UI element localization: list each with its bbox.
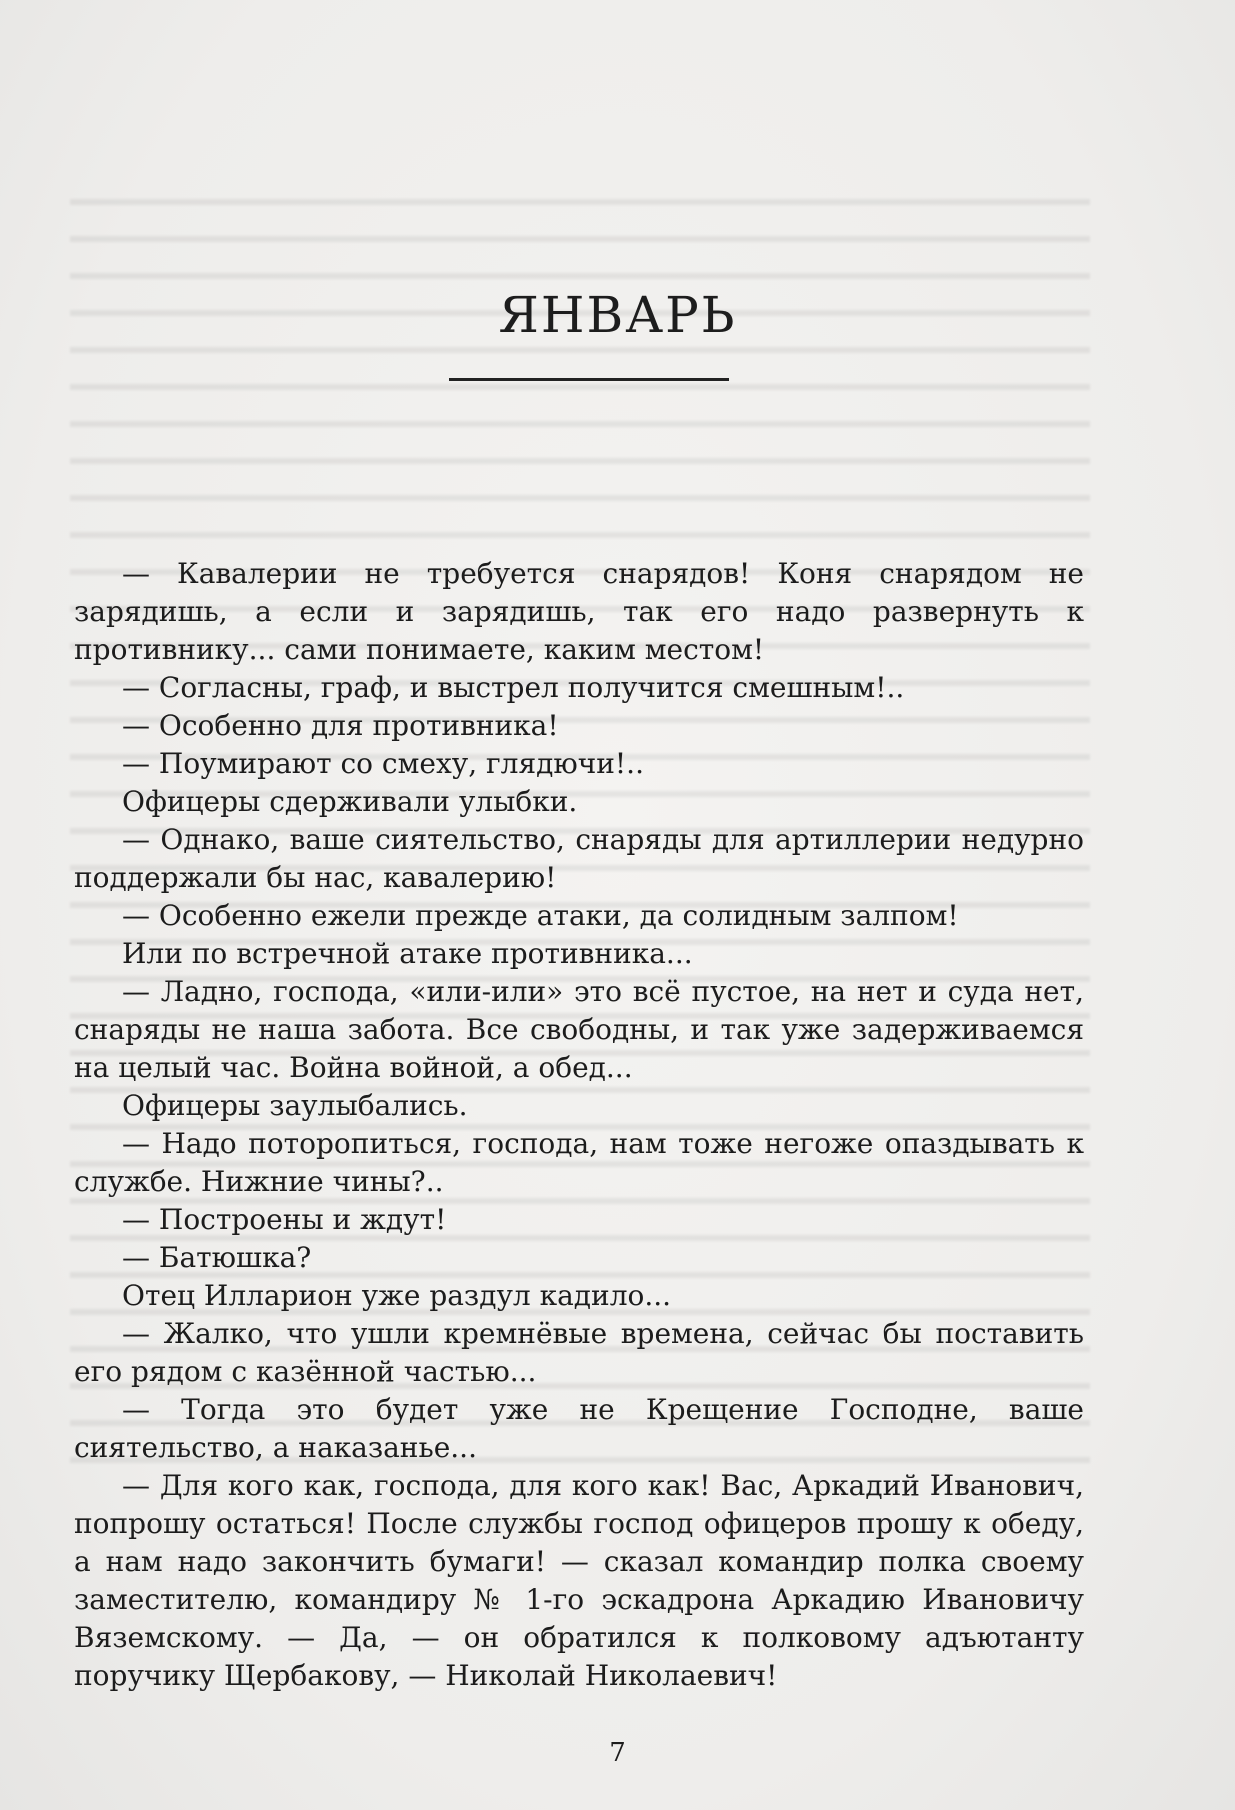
paragraph: — Надо поторопиться, господа, нам тоже негоже опаздывать к службе. Нижние чины?.. (74, 1127, 1084, 1198)
paragraph: — Особенно ежели прежде атаки, да солидным залпом! (122, 899, 959, 932)
paragraph: Офицеры заулыбались. (122, 1089, 468, 1122)
paragraph: — Тогда это будет уже не Крещение Господне, ваше сиятельство, а наказанье... (74, 1393, 1084, 1464)
paragraph: — Батюшка? (122, 1241, 312, 1274)
chapter-title: ЯНВАРЬ (498, 286, 737, 344)
body-text (74, 555, 1084, 1695)
paragraph: — Согласны, граф, и выстрел получится смешным!.. (122, 671, 905, 704)
paragraph: Или по встречной атаке противника... (122, 937, 693, 970)
paragraph: — Поумирают со смеху, глядючи!.. (122, 747, 644, 780)
paragraph: — Для кого как, господа, для кого как! Вас, Аркадий Иванович, попрошу остаться! После службы господ офицеров прошу к обеду, а нам надо закончить бумаги! — сказал командир полка своему заместителю, командиру № 1-го эскадрона Аркадию Ивановичу Вяземскому. — Да, — он обратился к полковому адъютанту поручику Щербакову, — Николай Николаевич! (74, 1469, 1084, 1692)
page-number: 7 (609, 1738, 626, 1768)
paragraph: — Жалко, что ушли кремнёвые времена, сейчас бы поставить его рядом с казённой частью... (74, 1317, 1084, 1388)
title-underline (449, 378, 729, 381)
paragraph: — Построены и ждут! (122, 1203, 447, 1236)
paragraph: — Особенно для противника! (122, 709, 559, 742)
paragraph: — Ладно, господа, «или-или» это всё пустое, на нет и суда нет, снаряды не наша забота. Все свободны, и так уже задерживаемся на целый час. Война войной, а обед... (74, 975, 1084, 1084)
paragraph: Офицеры сдерживали улыбки. (122, 785, 578, 818)
paragraph: — Однако, ваше сиятельство, снаряды для артиллерии недурно поддержали бы нас, кавалерию! (74, 823, 1084, 894)
paragraph: — Кавалерии не требуется снарядов! Коня снарядом не зарядишь, а если и зарядишь, так его надо развернуть к противнику... сами понимаете, каким местом! (74, 557, 1084, 666)
paragraph: Отец Илларион уже раздул кадило... (122, 1279, 672, 1312)
